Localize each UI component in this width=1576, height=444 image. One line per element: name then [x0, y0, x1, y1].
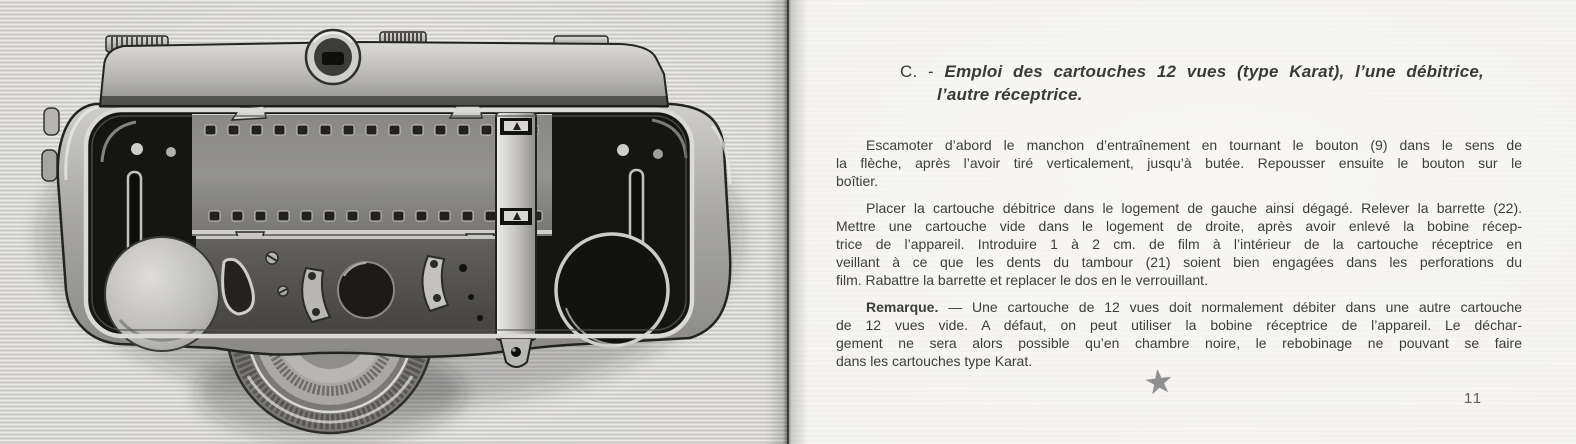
- text-line: Placer la cartouche débitrice dans le logement de gauche ainsi dégagé. Relever la barrette (22).: [866, 200, 1522, 216]
- text-line: gement ne sera alors possible qu’en chambre noire, le rebobinage ne pouvant se faire: [836, 335, 1522, 351]
- text-line: film. Rabattre la barrette et replacer le dos en le verrouillant.: [836, 272, 1208, 288]
- text-line: la flèche, après l’avoir tiré verticalement, jusqu’à butée. Repousser ensuite le bouton sur le: [836, 155, 1522, 171]
- text-line: boîtier.: [836, 173, 879, 189]
- right-page: [788, 0, 1576, 444]
- text-line: [836, 298, 1522, 316]
- section-title-line2: l’autre réceptrice.: [937, 85, 1083, 104]
- star-icon: ★: [1141, 361, 1176, 402]
- text-line: veillant à ce que les dents du tambour (21) soient bien engagées dans les perforations du: [836, 254, 1522, 270]
- remark-dash: —: [948, 299, 963, 315]
- text-line: trice de l’appareil. Introduire 1 à 2 cm. de film à l’intérieur de la cartouche réceptrice en: [836, 236, 1522, 252]
- section-heading: [900, 60, 1484, 106]
- section-title-line1: Emploi des cartouches 12 vues (type Karat), l’une débitrice,: [944, 62, 1484, 81]
- heading-line-1: [900, 60, 1484, 83]
- remark-label: Remarque.: [866, 299, 939, 315]
- page-gutter: [766, 0, 808, 444]
- body-text: [836, 136, 1522, 379]
- heading-dash: -: [928, 62, 934, 81]
- text-line: Mettre une cartouche vide dans le logement de droite, après avoir enlevé la bobine récep-: [836, 218, 1522, 234]
- text-line: de 12 vues vide. A défaut, on peut utiliser la bobine réceptrice de l’appareil. Le déchar-: [836, 317, 1522, 333]
- page-number: 11: [1464, 390, 1483, 407]
- remark-text-line1: Une cartouche de 12 vues doit normalement débiter dans une autre cartouche: [972, 299, 1523, 315]
- text-line: dans les cartouches type Karat.: [836, 353, 1033, 369]
- section-letter: C.: [900, 62, 918, 81]
- paragraph-1: [836, 136, 1522, 190]
- paragraph-2: [836, 199, 1522, 289]
- text-line: Escamoter d’abord le manchon d’entraînement en tournant le bouton (9) dans le sens de: [866, 137, 1522, 153]
- paragraph-remark: [836, 298, 1522, 370]
